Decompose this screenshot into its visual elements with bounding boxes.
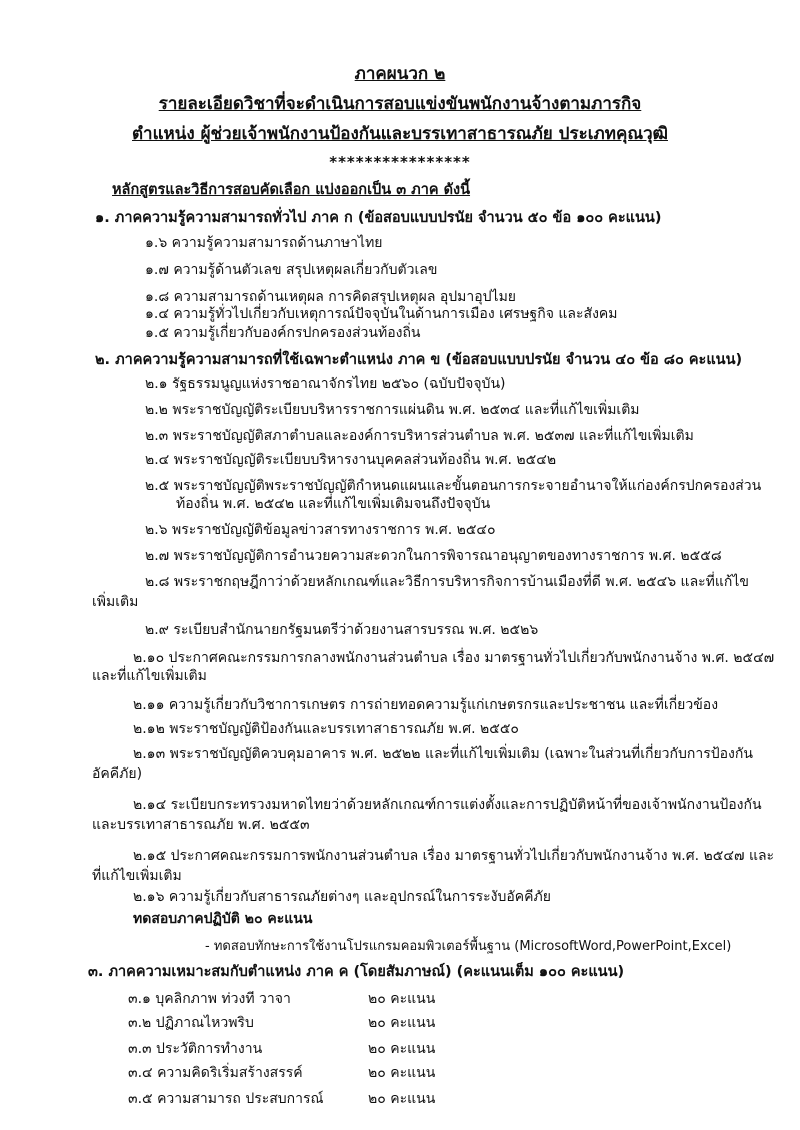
part2-item-continuation: เพิ่มเติม (92, 594, 139, 610)
part1-item: ๑.๕ ความรู้เกี่ยวกับองค์กรปกครองส่วนท้องถิ่น (145, 325, 421, 341)
part2-item: ๒.๘ พระราชกฤษฎีกาว่าด้วยหลักเกณฑ์และวิธีการบริหารกิจการบ้านเมืองที่ดี พ.ศ. ๒๕๔๖ และที่แก้ไข (145, 574, 750, 590)
separator-stars: **************** (329, 153, 471, 171)
part2-heading: ๒. ภาคความรู้ความสามารถที่ใช้เฉพาะตำแหน่ง ภาค ข (ข้อสอบแบบปรนัย จำนวน ๔๐ ข้อ ๘๐ คะแนน) (95, 352, 743, 368)
part2-item: ๒.๙ ระเบียบสำนักนายกรัฐมนตรีว่าด้วยงานสารบรรณ พ.ศ. ๒๕๒๖ (145, 622, 539, 638)
annex-title: ภาคผนวก ๒ (354, 64, 446, 84)
practical-test-item: - ทดสอบทักษะการใช้งานโปรแกรมคอมพิวเตอร์พื้นฐาน (MicrosoftWord,PowerPoint,Excel) (205, 939, 732, 954)
document-title-line1: รายละเอียดวิชาที่จะดำเนินการสอบแข่งขันพนักงานจ้างตามภารกิจ (158, 94, 642, 114)
part2-item-continuation: ที่แก้ไขเพิ่มเติม (92, 868, 182, 884)
part3-item-score: ๒๐ คะแนน (368, 1015, 436, 1031)
part1-item: ๑.๘ ความสามารถด้านเหตุผล การคิดสรุปเหตุผล อุปมาอุปไมย (145, 289, 517, 305)
part2-item: ๒.๑๕ ประกาศคณะกรรมการพนักงานส่วนตำบล เรื่อง มาตรฐานทั่วไปเกี่ยวกับพนักงานจ้าง พ.ศ. ๒๕๔๗ และ (133, 848, 775, 864)
part1-item: ๑.๔ ความรู้ทั่วไปเกี่ยวกับเหตุการณ์ปัจจุบันในด้านการเมือง เศรษฐกิจ และสังคม (145, 306, 618, 322)
part3-item-label: ๓.๕ ความสามารถ ประสบการณ์ (128, 1091, 324, 1107)
part2-item: ๒.๓ พระราชบัญญัติสภาตำบลและองค์การบริหารส่วนตำบล พ.ศ. ๒๕๓๗ และที่แก้ไขเพิ่มเติม (145, 428, 694, 444)
part2-item: ๒.๖ พระราชบัญญัติข้อมูลข่าวสารทางราชการ พ.ศ. ๒๕๔๐ (145, 522, 496, 538)
part3-heading: ๓. ภาคความเหมาะสมกับตำแหน่ง ภาค ค (โดยสัมภาษณ์) (คะแนนเต็ม ๑๐๐ คะแนน) (88, 964, 625, 980)
part1-item: ๑.๖ ความรู้ความสามารถด้านภาษาไทย (145, 235, 383, 251)
part2-item-continuation: อัคคีภัย) (92, 766, 143, 782)
part2-item: ๒.๑๑ ความรู้เกี่ยวกับวิชาการเกษตร การถ่ายทอดความรู้แก่เกษตรกรและประชาชน และที่เกี่ยวข้อง (133, 697, 719, 713)
part2-item: ๒.๕ พระราชบัญญัติพระราชบัญญัติกำหนดแผนและขั้นตอนการกระจายอำนาจให้แก่องค์กรปกครองส่วน (145, 478, 762, 494)
part3-item-label: ๓.๒ ปฏิภาณไหวพริบ (128, 1015, 254, 1031)
part2-item: ๒.๒ พระราชบัญญัติระเบียบบริหารราชการแผ่นดิน พ.ศ. ๒๕๓๔ และที่แก้ไขเพิ่มเติม (145, 402, 640, 418)
part2-item: ๒.๑๒ พระราชบัญญัติป้องกันและบรรเทาสาธารณภัย พ.ศ. ๒๕๕๐ (133, 721, 519, 737)
part2-item: ๒.๑๔ ระเบียบกระทรวงมหาดไทยว่าด้วยหลักเกณฑ์การแต่งตั้งและการปฏิบัติหน้าที่ของเจ้าพนักงานป้องกัน (133, 797, 762, 813)
part3-item-score: ๒๐ คะแนน (368, 1091, 436, 1107)
part2-item: ๒.๔ พระราชบัญญัติระเบียบบริหารงานบุคคลส่วนท้องถิ่น พ.ศ. ๒๕๔๒ (145, 452, 557, 468)
part2-item-continuation: ท้องถิ่น พ.ศ. ๒๕๔๒ และที่แก้ไขเพิ่มเติมจนถึงปัจจุบัน (176, 496, 491, 512)
intro-heading: หลักสูตรและวิธีการสอบคัดเลือก แบ่งออกเป็น ๓ ภาค ดังนี้ (112, 182, 471, 198)
part3-item-score: ๒๐ คะแนน (368, 1065, 436, 1081)
part3-item-label: ๓.๔ ความคิดริเริ่มสร้างสรรค์ (128, 1065, 303, 1081)
part3-item-score: ๒๐ คะแนน (368, 991, 436, 1007)
part2-item-continuation: และที่แก้ไขเพิ่มเติม (92, 668, 207, 684)
part2-item: ๒.๑๖ ความรู้เกี่ยวกับสาธารณภัยต่างๆ และอุปกรณ์ในการระงับอัคคีภัย (133, 889, 551, 905)
part2-item: ๒.๗ พระราชบัญญัติการอำนวยความสะดวกในการพิจารณาอนุญาตของทางราชการ พ.ศ. ๒๕๕๘ (145, 548, 722, 564)
part2-item: ๒.๑๐ ประกาศคณะกรรมการกลางพนักงานส่วนตำบล เรื่อง มาตรฐานทั่วไปเกี่ยวกับพนักงานจ้าง พ.ศ. ๒๕๔๗ (133, 650, 775, 666)
practical-test-heading: ทดสอบภาคปฏิบัติ ๒๐ คะแนน (133, 911, 313, 927)
part1-heading: ๑. ภาคความรู้ความสามารถทั่วไป ภาค ก (ข้อสอบแบบปรนัย จำนวน ๕๐ ข้อ ๑๐๐ คะแนน) (95, 210, 662, 226)
document-title-line2: ตำแหน่ง ผู้ช่วยเจ้าพนักงานป้องกันและบรรเทาสาธารณภัย ประเภทคุณวุฒิ (132, 124, 668, 144)
part3-item-label: ๓.๓ ประวัติการทำงาน (128, 1041, 263, 1057)
part3-item-label: ๓.๑ บุคลิกภาพ ท่วงที วาจา (128, 991, 291, 1007)
part3-item-score: ๒๐ คะแนน (368, 1041, 436, 1057)
part2-item: ๒.๑๓ พระราชบัญญัติควบคุมอาคาร พ.ศ. ๒๕๒๒ และที่แก้ไขเพิ่มเติม (เฉพาะในส่วนที่เกี่ยวกับการป้องกัน (133, 746, 753, 762)
part2-item-continuation: และบรรเทาสาธารณภัย พ.ศ. ๒๕๕๓ (92, 817, 310, 833)
part1-item: ๑.๗ ความรู้ด้านตัวเลข สรุปเหตุผลเกี่ยวกับตัวเลข (145, 262, 438, 278)
part2-item: ๒.๑ รัฐธรรมนูญแห่งราชอาณาจักรไทย ๒๕๖๐ (ฉบับปัจจุบัน) (145, 376, 506, 392)
